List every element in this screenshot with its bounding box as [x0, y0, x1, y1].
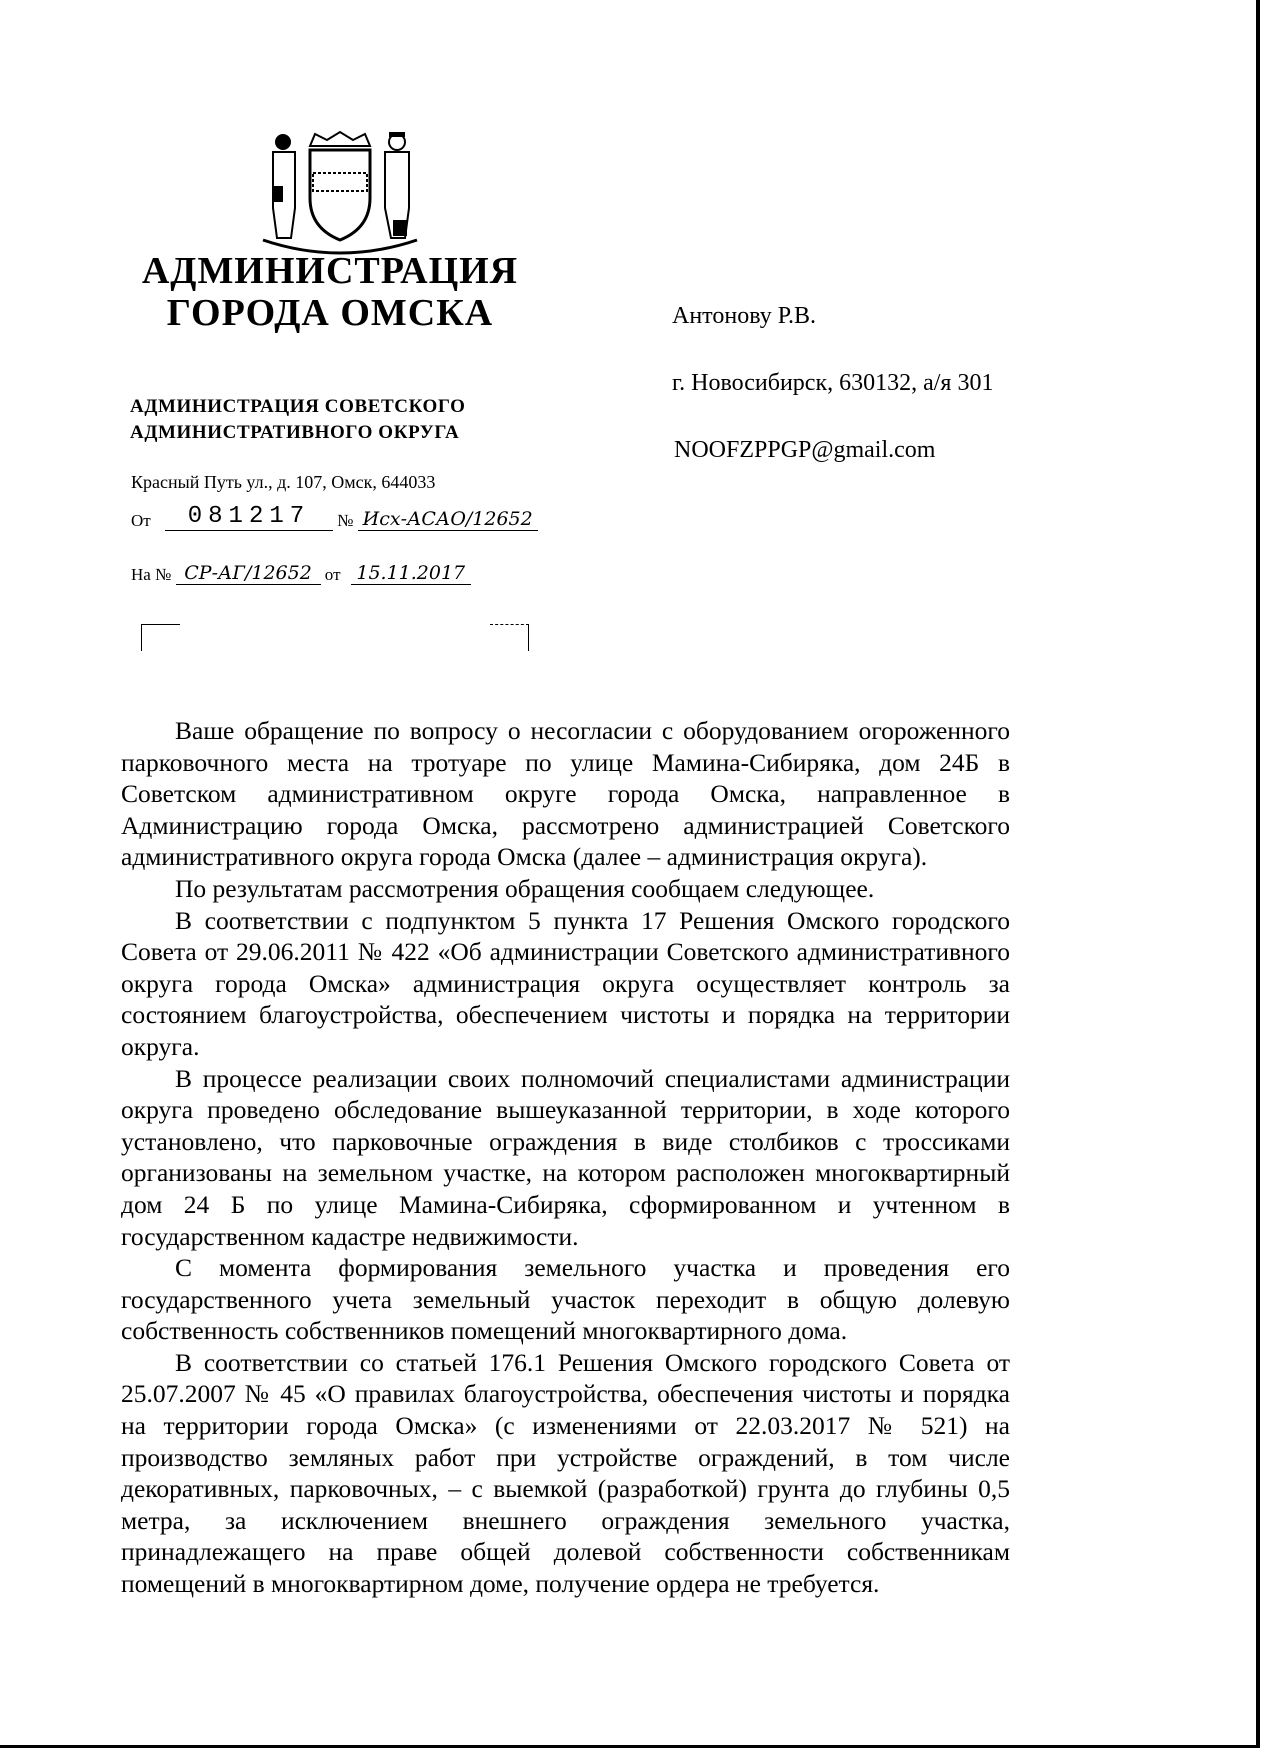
scan-border-right: [1256, 0, 1260, 1748]
address-corner-mark-right: [490, 624, 529, 651]
paragraph: С момента формирования земельного участка и проведения его государственного учета земельный участок переходит в общую долевую собственность собственников помещений многоквартирного дома.: [121, 1253, 1010, 1346]
sub-org-line1: АДМИНИСТРАЦИЯ СОВЕТСКОГО: [130, 396, 466, 417]
sub-org-line2: АДМИНИСТРАТИВНОГО ОКРУГА: [130, 422, 460, 443]
from-label: От: [131, 511, 151, 530]
paragraph: В соответствии со статьей 176.1 Решения Омского городского Совета от 25.07.2007 № 45 «О правилах благоустройства, обеспечения чистоты и порядка на территории города Омска» (с изменениями от 22.03.2017 № 521) на производство земляных работ при устройстве ограждений, в том числе декоративных, парковочных, – с выемкой (разработкой) грунта до глубины 0,5 метра, за исключением внешнего ограждения земельного участка, принадлежащего на праве общей долевой собственности собственникам помещений в многоквартирном доме, получение ордера не требуется.: [121, 1347, 1010, 1599]
outgoing-row: [131, 503, 538, 531]
org-title-line2: ГОРОДА ОМСКА: [166, 292, 494, 334]
from-date: 081217: [165, 503, 333, 531]
omsk-coat-of-arms-icon: [255, 128, 425, 256]
organization-title: [130, 250, 530, 334]
reply-to-label: На №: [131, 565, 172, 584]
org-title-line1: АДМИНИСТРАЦИЯ: [141, 250, 519, 292]
scan-border-bottom: [0, 1745, 1260, 1748]
sub-organization: [130, 394, 466, 446]
paragraph: Ваше обращение по вопросу о несогласии с оборудованием огороженного парковочного места на тротуаре по улице Мамина-Сибиряка, дом 24Б в Советском административном округе города Омска, направленное в Администрацию города Омска, рассмотрено администрацией Советского административного округа города Омска (далее – администрация округа).: [121, 716, 1010, 872]
number-label: №: [337, 511, 354, 530]
recipient-email: NOOFZPPGP@gmail.com: [674, 437, 936, 463]
sender-address: Красный Путь ул., д. 107, Омск, 644033: [131, 472, 436, 492]
recipient-address: г. Новосибирск, 630132, а/я 301: [672, 370, 994, 396]
paragraph: В соответствии с подпунктом 5 пункта 17 Решения Омского городского Совета от 29.06.2011 № 422 «Об администрации Советского административного округа города Омска» администрация округа осуществляет контроль за состоянием благоустройства, обеспечением чистоты и порядка на территории округа.: [121, 905, 1010, 1061]
reply-to-number: СР-АГ/12652: [176, 562, 321, 585]
paragraph: В процессе реализации своих полномочий специалистами администрации округа проведено обследование вышеуказанной территории, в ходе которого установлено, что парковочные ограждения в виде столбиков с троссиками организованы на земельном участке, на котором расположен многоквартирный дом 24 Б по улице Мамина-Сибиряка, сформированном и учтенном в государственном кадастре недвижимости.: [121, 1063, 1010, 1251]
paragraph: По результатам рассмотрения обращения сообщаем следующее.: [175, 873, 875, 903]
reply-row: [131, 562, 471, 585]
address-corner-mark-left: [141, 624, 180, 651]
recipient-name: Антонову Р.В.: [672, 303, 817, 329]
outgoing-number: Исх-АСАО/12652: [358, 508, 538, 531]
letter-body: [121, 715, 1010, 1600]
reply-date: 15.11.2017: [351, 562, 471, 585]
reply-date-label: от: [324, 565, 341, 584]
